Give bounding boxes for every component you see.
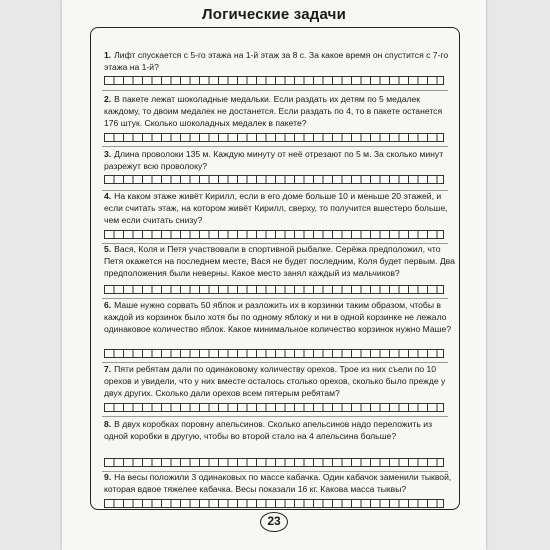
- answer-grid-8[interactable]: [104, 458, 444, 467]
- task-5: [104, 243, 456, 279]
- page-number: 23: [260, 512, 288, 532]
- answer-grid-9[interactable]: [104, 499, 444, 508]
- task-number: 4.: [104, 191, 112, 201]
- separator: [102, 146, 448, 147]
- task-number: 9.: [104, 472, 112, 482]
- task-7: [104, 363, 456, 399]
- task-3: [104, 148, 456, 172]
- separator: [102, 90, 448, 91]
- answer-grid-4[interactable]: [104, 230, 444, 239]
- task-number: 6.: [104, 300, 112, 310]
- task-text: Вася, Коля и Петя участвовали в спортивной рыбалке. Серёжа предположил, что Петя окажется на последнем месте, Вася не будет последним, Коля будет первым. Два предположения были неверны. Какое место занял каждый из мальчиков?: [104, 244, 455, 279]
- task-text: На каком этаже живёт Кирилл, если в его доме больше 10 и меньше 20 этажей, и если считать этаж, на котором живёт Кирилл, сверху, то получится вшестеро больше, чем если считать снизу?: [104, 191, 448, 226]
- task-number: 3.: [104, 149, 112, 159]
- task-text: Пяти ребятам дали по одинаковому количеству орехов. Трое из них съели по 10 орехов и увидели, что у них вместе осталось столько орехов, сколько было прежде у двух других. Сколько дали орехов всем пятерым ребятам?: [104, 364, 446, 399]
- task-number: 7.: [104, 364, 112, 374]
- answer-grid-5[interactable]: [104, 285, 444, 294]
- task-8: [104, 418, 456, 442]
- task-text: В двух коробках поровну апельсинов. Сколько апельсинов надо переложить из одной коробки в другую, чтобы во второй стало на 4 апельсина больше?: [104, 419, 433, 442]
- task-number: 8.: [104, 419, 112, 429]
- task-6: [104, 299, 456, 335]
- task-number: 1.: [104, 50, 112, 60]
- workbook-page: [62, 0, 486, 550]
- answer-grid-6[interactable]: [104, 349, 444, 358]
- task-1: [104, 49, 456, 73]
- task-2: [104, 93, 456, 129]
- task-9: [104, 471, 456, 495]
- answer-grid-1[interactable]: [104, 76, 444, 85]
- page-title: Логические задачи: [201, 6, 346, 23]
- task-text: Длина проволоки 135 м. Каждую минуту от неё отрезают по 5 м. За сколько минут разрежут всю проволоку?: [104, 149, 444, 172]
- task-number: 5.: [104, 244, 112, 254]
- separator: [102, 416, 448, 417]
- task-4: [104, 190, 456, 226]
- task-text: Маше нужно сорвать 50 яблок и разложить их в корзинки таким образом, чтобы в каждой из корзинок было хотя бы по одному яблоку и ни в одной корзинке не лежало одинаковое количество яблок. Какое минимальное количество корзинок нужно Маше?: [104, 300, 452, 335]
- answer-grid-2[interactable]: [104, 133, 444, 142]
- task-text: На весы положили 3 одинаковых по массе кабачка. Один кабачок заменили тыквой, которая вдвое тяжелее кабачка. Весы показали 16 кг. Какова масса тыквы?: [104, 472, 452, 495]
- task-text: В пакете лежат шоколадные медальки. Если раздать их детям по 5 медалек каждому, то двоим медалек не достанется. Если раздать по 4, то в пакете останется 176 штук. Сколько шоколадных медалек в пакете?: [104, 94, 443, 129]
- task-number: 2.: [104, 94, 112, 104]
- answer-grid-7[interactable]: [104, 403, 444, 412]
- answer-grid-3[interactable]: [104, 175, 444, 184]
- task-text: Лифт спускается с 5-го этажа на 1-й этаж за 8 с. За какое время он спустится с 7-го этажа на 1-й?: [104, 50, 449, 73]
